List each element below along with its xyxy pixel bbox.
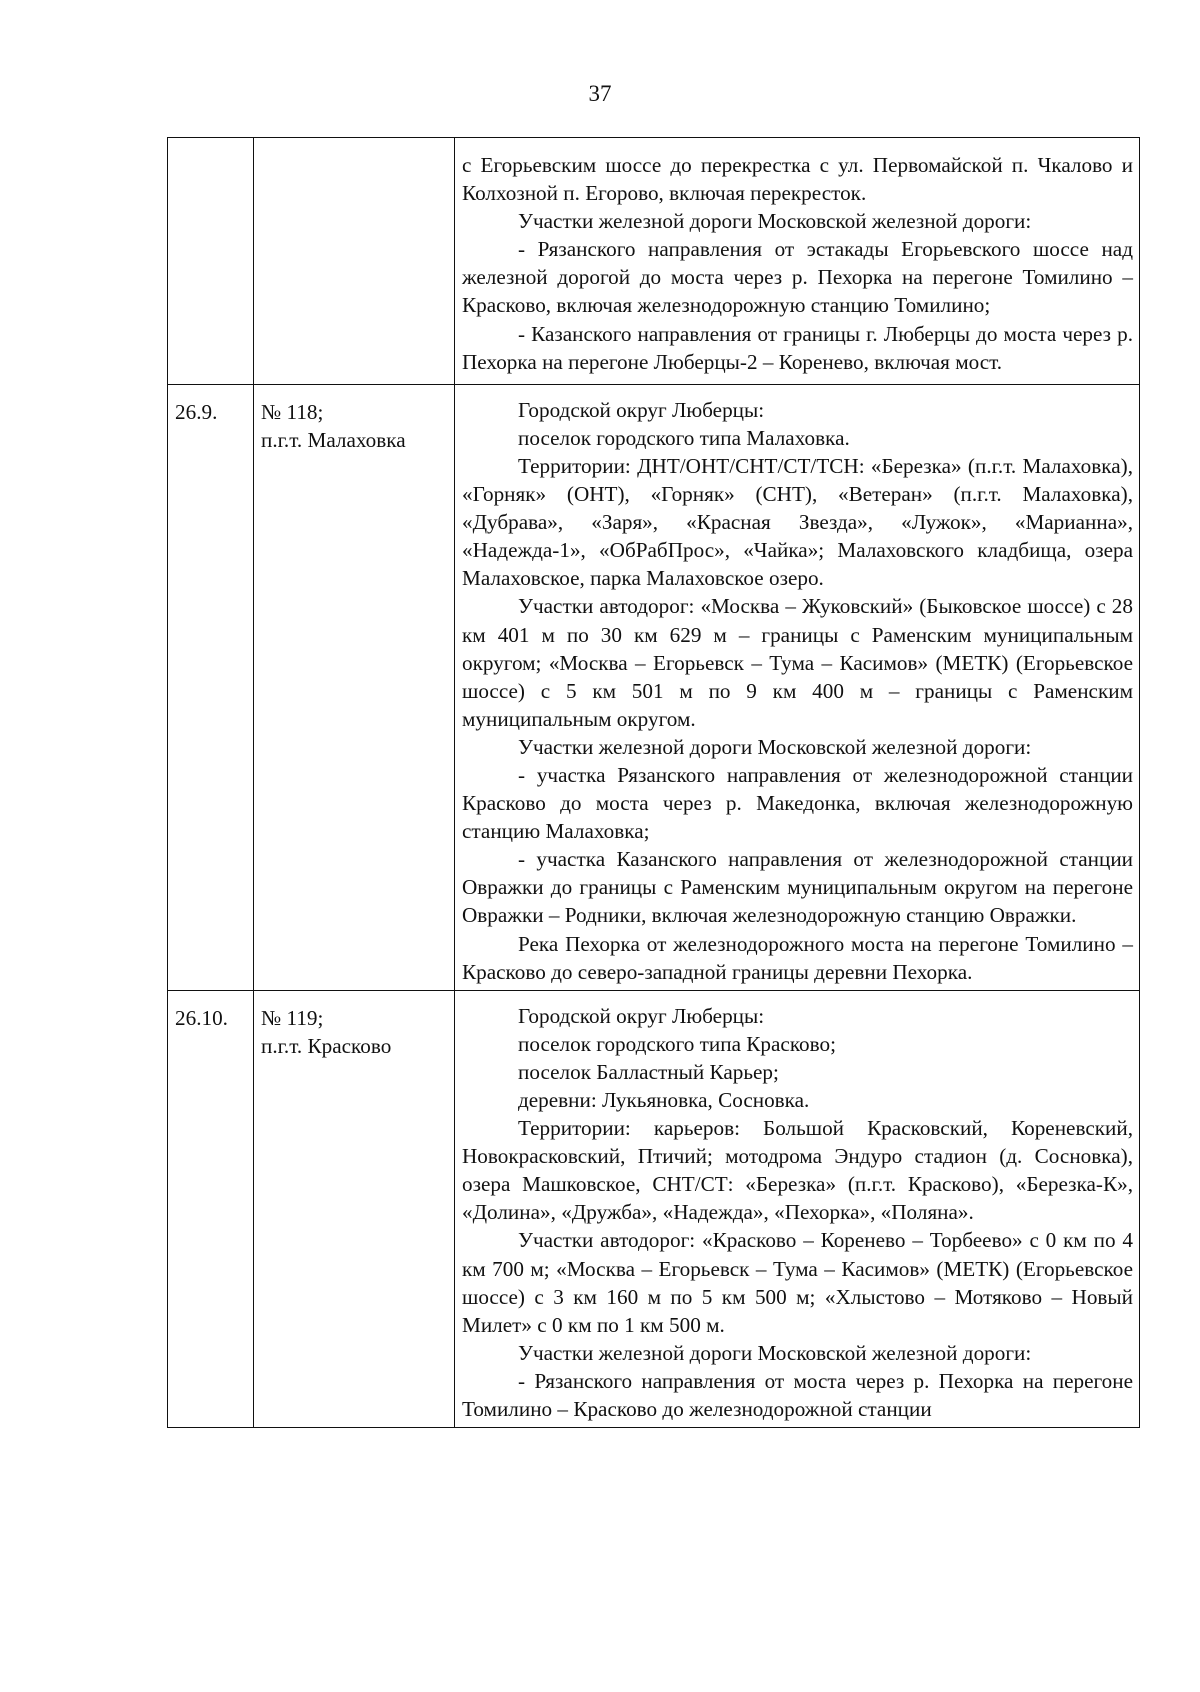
boundaries-table bbox=[167, 137, 1140, 1428]
description-paragraph: Территории: карьеров: Большой Красковский, Кореневский, Новокрасковский, Птичий; мотодрома Эндуро стадион (д. Сосновка), озера Машковское, СНТ/СТ: «Березка» (п.г.т. Красково), «Березка-К», «Долина», «Дружба», «Надежда», «Пехорка», «Поляна». bbox=[462, 1116, 1133, 1225]
table-row bbox=[168, 384, 1140, 990]
district-name-cell bbox=[254, 990, 455, 1427]
row-number-cell bbox=[168, 138, 254, 385]
district-description-cell bbox=[455, 990, 1140, 1427]
description-paragraph: Участки железной дороги Московской железной дороги: bbox=[518, 209, 1032, 234]
description-paragraph: - Казанского направления от границы г. Люберцы до моста через р. Пехорка на перегоне Люберцы-2 – Коренево, включая мост. bbox=[462, 321, 1133, 374]
description-paragraph: Река Пехорка от железнодорожного моста на перегоне Томилино – Красково до северо-западной границы деревни Пехорка. bbox=[462, 931, 1133, 984]
description-paragraph: Участки автодорог: «Москва – Жуковский» (Быковское шоссе) с 28 км 401 м по 30 км 629 м – границы с Раменским муниципальным округом; «Москва – Егорьевск – Тума – Касимов» (МЕТК) (Егорьевское шоссе) с 5 км 501 м по 9 км 400 м – границы с Раменским муниципальным округом. bbox=[462, 594, 1133, 731]
description-paragraph: - участка Казанского направления от железнодорожной станции Овражки до границы с Раменским муниципальным округом на перегоне Овражки – Родники, включая железнодорожную станцию Овражки. bbox=[462, 847, 1133, 928]
description-paragraph: Участки автодорог: «Красково – Коренево – Торбеево» с 0 км по 4 км 700 м; «Москва – Егорьевск – Тума – Касимов» (МЕТК) (Егорьевское шоссе) с 3 км 160 м по 5 км 500 м; «Хлыстово – Мотяково – Новый Милет» с 0 км по 1 км 500 м. bbox=[462, 1228, 1133, 1337]
district-name-line: п.г.т. Малаховка bbox=[261, 427, 406, 452]
description-paragraph: Городской округ Люберцы: bbox=[518, 397, 765, 422]
table-body bbox=[168, 138, 1140, 1428]
row-number-cell: 26.9. bbox=[168, 384, 254, 990]
description-paragraph: - Рязанского направления от эстакады Егорьевского шоссе над железной дорогой до моста через р. Пехорка на перегоне Томилино – Красково, включая железнодорожную станцию Томилино; bbox=[462, 237, 1133, 318]
page-number: 37 bbox=[588, 81, 612, 106]
description-paragraph: поселок Балластный Карьер; bbox=[518, 1059, 779, 1084]
description-paragraph: Участки железной дороги Московской железной дороги: bbox=[518, 734, 1032, 759]
district-name-line: № 119; bbox=[261, 1005, 324, 1030]
district-description-cell bbox=[455, 138, 1140, 385]
description-paragraph: - Рязанского направления от моста через р. Пехорка на перегоне Томилино – Красково до железнодорожной станции bbox=[462, 1368, 1133, 1422]
description-paragraph: поселок городского типа Красково; bbox=[518, 1031, 836, 1056]
district-name-cell bbox=[254, 384, 455, 990]
district-description-cell bbox=[455, 384, 1140, 990]
table-row bbox=[168, 138, 1140, 385]
description-paragraph: поселок городского типа Малаховка. bbox=[518, 425, 850, 450]
description-paragraph: с Егорьевским шоссе до перекрестка с ул. Первомайской п. Чкалово и Колхозной п. Егорово, включая перекресток. bbox=[462, 153, 1133, 206]
description-paragraph: Территории: ДНТ/ОНТ/СНТ/СТ/ТСН: «Березка» (п.г.т. Малаховка), «Горняк» (ОНТ), «Горняк» (СНТ), «Ветеран» (п.г.т. Малаховка), «Дубрава», «Заря», «Красная Звезда», «Лужок», «Марианна», «Надежда-1», «ОбРабПрос», «Чайка»; Малаховского кладбища, озера Малаховское, парка Малаховское озеро. bbox=[462, 453, 1133, 591]
row-number-cell: 26.10. bbox=[168, 990, 254, 1427]
description-paragraph: деревни: Лукьяновка, Сосновка. bbox=[518, 1088, 810, 1112]
district-name-line: п.г.т. Красково bbox=[261, 1033, 392, 1058]
description-paragraph: Городской округ Люберцы: bbox=[518, 1003, 765, 1028]
table-row bbox=[168, 990, 1140, 1427]
description-paragraph: - участка Рязанского направления от железнодорожной станции Красково до моста через р. Македонка, включая железнодорожную станцию Малаховка; bbox=[462, 762, 1133, 844]
description-paragraph: Участки железной дороги Московской железной дороги: bbox=[518, 1340, 1032, 1365]
district-name-line: № 118; bbox=[261, 399, 324, 424]
district-name-cell bbox=[254, 138, 455, 385]
